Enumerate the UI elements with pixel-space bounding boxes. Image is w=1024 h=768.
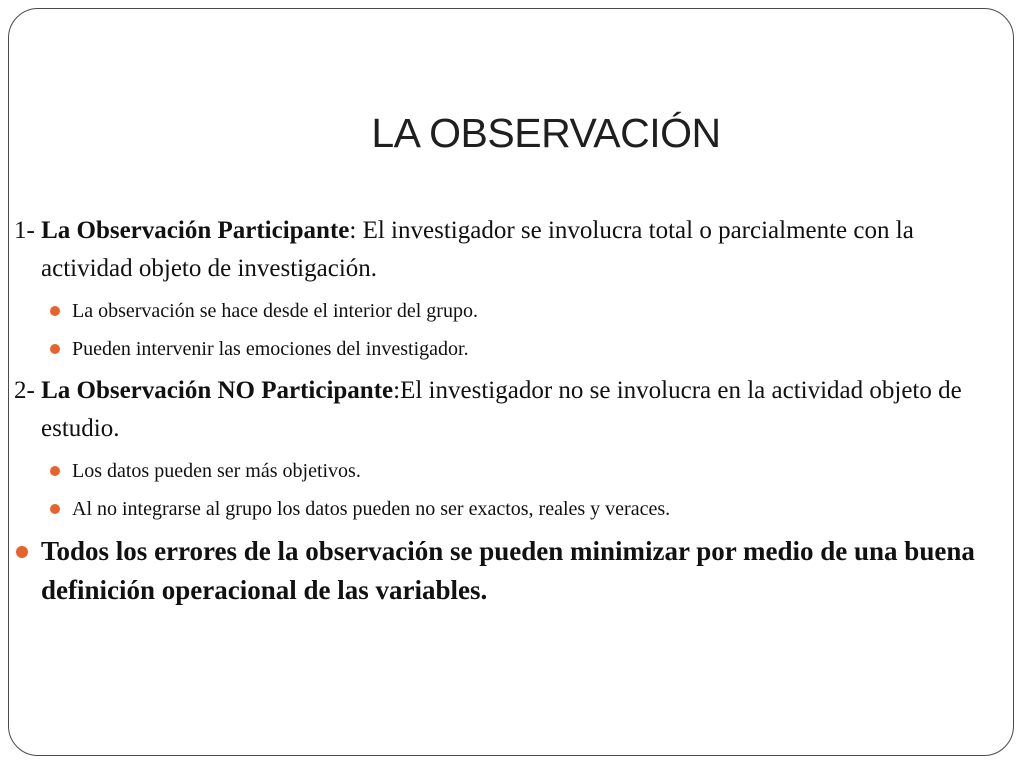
bullet-dot-icon	[16, 546, 28, 558]
bullet-dot-icon	[50, 344, 60, 354]
list-item-text: La observación se hace desde el interior del grupo.	[72, 300, 478, 322]
list-item	[14, 452, 1004, 490]
list-item	[14, 292, 1004, 330]
slide-title: LA OBSERVACIÓN	[371, 110, 721, 156]
list-item-text: Al no integrarse al grupo los datos pueden no ser exactos, reales y veraces.	[72, 498, 671, 520]
section-1-separator: :	[349, 217, 363, 244]
section-1-number: 1-	[14, 217, 42, 244]
section-2-number: 2-	[14, 377, 42, 404]
conclusion-bullet	[14, 532, 1004, 610]
list-item	[14, 490, 1004, 528]
section-1-text: El investigador se involucra total o parcialmente con la actividad objeto de investigación.	[41, 217, 914, 282]
section-2-separator: :	[393, 377, 401, 404]
bullet-dot-icon	[50, 306, 60, 316]
section-2-text: El investigador no se involucra en la actividad objeto de estudio.	[41, 377, 962, 442]
conclusion-text: Todos los errores de la observación se pueden minimizar por medio de una buena definición operacional de las variables.	[41, 536, 975, 605]
list-item-text: Los datos pueden ser más objetivos.	[72, 460, 361, 482]
section-2-paragraph	[14, 372, 1004, 448]
section-2-heading: La Observación NO Participante	[41, 377, 394, 404]
bullet-dot-icon	[50, 466, 60, 476]
section-2-bullet-list	[14, 452, 1004, 528]
section-1-bullet-list	[14, 292, 1004, 368]
section-1-heading: La Observación Participante	[41, 217, 350, 244]
section-1-paragraph	[14, 212, 1004, 288]
bullet-dot-icon	[50, 504, 60, 514]
slide-content	[14, 212, 1004, 610]
list-item	[14, 330, 1004, 368]
list-item-text: Pueden intervenir las emociones del investigador.	[72, 338, 469, 360]
